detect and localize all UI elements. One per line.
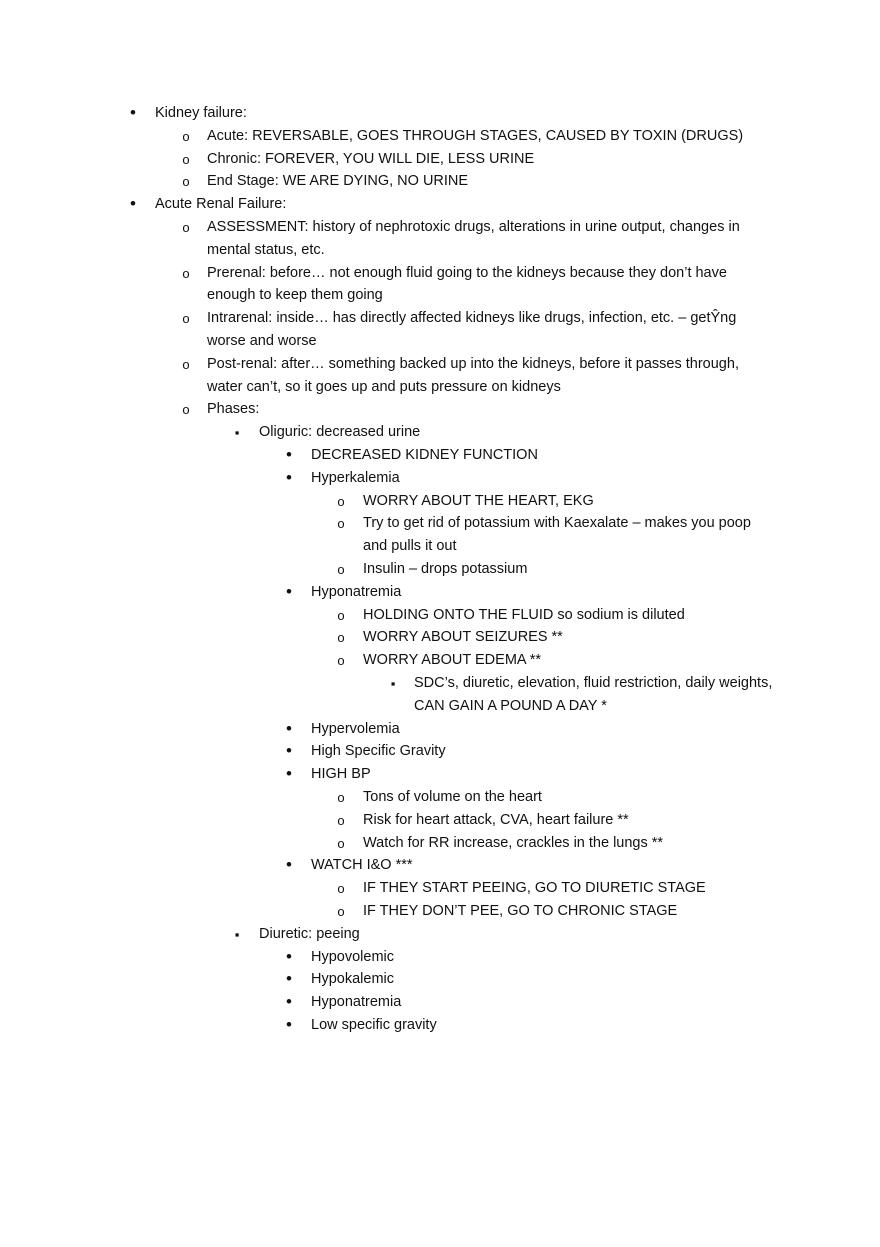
outline-item-text: WORRY ABOUT EDEMA ** <box>363 652 542 669</box>
bullet-marker-icon <box>230 421 244 445</box>
outline-item-text: CAN GAIN A POUND A DAY * <box>414 697 607 714</box>
bullet-marker-icon <box>179 398 193 422</box>
bullet-marker-icon <box>179 125 193 149</box>
outline-item-text: Acute: REVERSABLE, GOES THROUGH STAGES, CAUSED BY TOXIN (DRUGS) <box>207 127 744 144</box>
outline-item-text: Acute Renal Failure: <box>155 196 287 213</box>
outline-item-text: Phases: <box>207 401 260 418</box>
bullet-marker-icon <box>334 512 348 536</box>
outline-item-text: Hypervolemia <box>311 720 400 737</box>
bullet-marker-icon <box>386 672 400 696</box>
bullet-marker-icon <box>334 490 348 514</box>
outline-item-text: HOLDING ONTO THE FLUID so sodium is diluted <box>363 606 685 623</box>
outline-item-text: Watch for RR increase, crackles in the lungs ** <box>363 834 664 851</box>
outline-item-text: High Specific Gravity <box>311 743 446 760</box>
outline-item-text: Prerenal: before… not enough fluid going to the kidneys because they don’t have <box>207 264 727 281</box>
outline-item-text: Intrarenal: inside… has directly affected kidneys like drugs, infection, etc. – getŶng <box>207 310 737 327</box>
bullet-marker-icon <box>282 1014 296 1037</box>
outline-item-text: enough to keep them going <box>207 287 383 304</box>
outline-item-text: and pulls it out <box>363 538 457 555</box>
bullet-marker-icon <box>282 946 296 969</box>
bullet-marker-icon <box>282 467 296 490</box>
bullet-marker-icon <box>282 854 296 877</box>
outline-item-text: water can’t, so it goes up and puts pressure on kidneys <box>207 378 561 395</box>
outline-item-text: Low specific gravity <box>311 1017 437 1033</box>
outline-item-text: Tons of volume on the heart <box>363 789 542 805</box>
bullet-marker-icon <box>334 832 348 856</box>
outline-item-text: Post-renal: after… something backed up into the kidneys, before it passes through, <box>207 355 739 372</box>
outline-item-text: Try to get rid of potassium with Kaexalate – makes you poop <box>363 515 751 532</box>
outline-item-text: ASSESSMENT: history of nephrotoxic drugs, alterations in urine output, changes in <box>207 219 740 235</box>
outline-item-text: Oliguric: decreased urine <box>259 424 421 441</box>
outline-item-text: mental status, etc. <box>207 241 325 258</box>
bullet-marker-icon <box>282 968 296 991</box>
outline-item-text: End Stage: WE ARE DYING, NO URINE <box>207 173 469 190</box>
bullet-marker-icon <box>334 626 348 650</box>
bullet-marker-icon <box>179 148 193 172</box>
outline-item-text: IF THEY START PEEING, GO TO DIURETIC STAGE <box>363 880 706 897</box>
bullet-marker-icon <box>179 307 193 331</box>
outline-item-text: Risk for heart attack, CVA, heart failure ** <box>363 811 629 828</box>
outline-item-text: WATCH I&O *** <box>311 857 413 874</box>
bullet-marker-icon <box>126 193 140 216</box>
bullet-marker-icon <box>179 170 193 194</box>
bullet-marker-icon <box>282 444 296 467</box>
bullet-marker-icon <box>282 718 296 741</box>
bullet-marker-icon <box>282 763 296 786</box>
outline-item-text: HIGH BP <box>311 766 371 783</box>
bullet-marker-icon <box>179 262 193 286</box>
bullet-marker-icon <box>179 216 193 240</box>
outline-item-text: Hypokalemic <box>311 971 394 988</box>
outline-item-text: Insulin – drops potassium <box>363 561 528 577</box>
outline-item-text: IF THEY DON’T PEE, GO TO CHRONIC STAGE <box>363 903 678 919</box>
bullet-marker-icon <box>334 558 348 582</box>
bullet-marker-icon <box>334 877 348 901</box>
outline-item-text: Hypovolemic <box>311 948 394 965</box>
bullet-marker-icon <box>230 923 244 947</box>
outline-item-text: Hyponatremia <box>311 994 402 1011</box>
bullet-marker-icon <box>282 740 296 763</box>
outline-item-text: worse and worse <box>207 333 317 349</box>
bullet-marker-icon <box>282 581 296 604</box>
outline-item-text: Hyperkalemia <box>311 469 400 486</box>
bullet-marker-icon <box>334 809 348 833</box>
outline-item-text: Chronic: FOREVER, YOU WILL DIE, LESS URINE <box>207 150 535 167</box>
outline-item-text: Kidney failure: <box>155 105 247 121</box>
outline-item-text: WORRY ABOUT THE HEART, EKG <box>363 492 594 509</box>
outline-item-text: DECREASED KIDNEY FUNCTION <box>311 447 538 463</box>
bullet-marker-icon <box>334 649 348 673</box>
outline-item-text: Hyponatremia <box>311 583 402 600</box>
bullet-marker-icon <box>334 900 348 924</box>
outline-item-text: SDC’s, diuretic, elevation, fluid restriction, daily weights, <box>414 675 773 691</box>
bullet-marker-icon <box>126 102 140 125</box>
outline-item-text: WORRY ABOUT SEIZURES ** <box>363 629 563 646</box>
bullet-marker-icon <box>282 991 296 1014</box>
outline-item-text: Diuretic: peeing <box>259 925 360 942</box>
bullet-marker-icon <box>334 786 348 810</box>
bullet-marker-icon <box>334 604 348 628</box>
bullet-marker-icon <box>179 353 193 377</box>
